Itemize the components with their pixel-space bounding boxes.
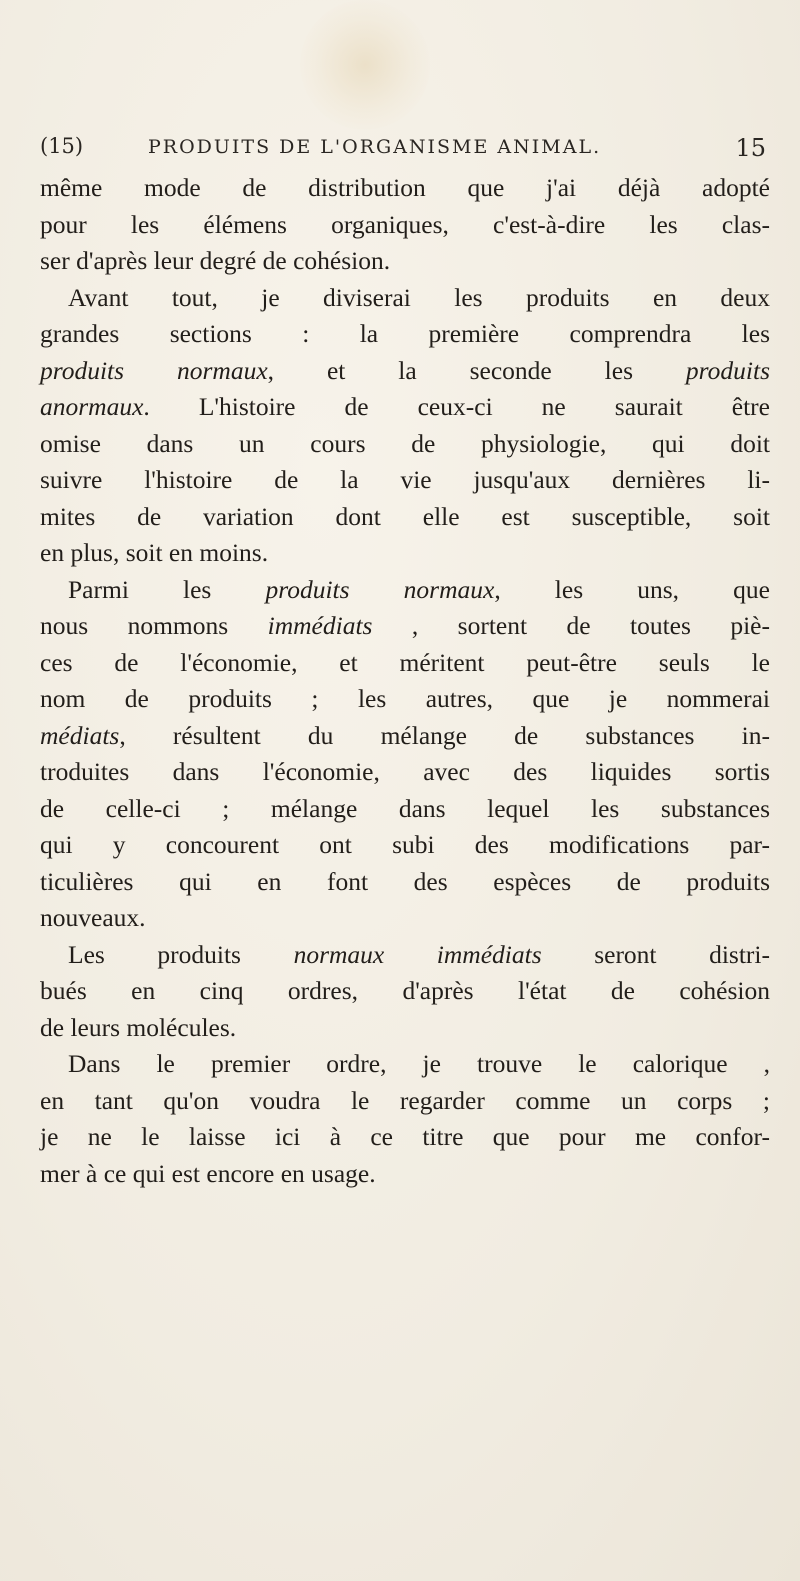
text-segment: . L'histoire de ceux-ci ne saurait être [143, 392, 770, 421]
text-segment: en plus, soit en moins. [40, 538, 269, 567]
running-title: PRODUITS DE L'ORGANISME ANIMAL. [148, 136, 602, 158]
text-segment: mer à ce qui est encore en usage. [40, 1158, 376, 1188]
text-segment: qui y concourent ont subi des modifications par- [40, 830, 770, 859]
text-line [40, 389, 770, 426]
text-line [40, 535, 770, 572]
text-line [40, 207, 770, 244]
italic-text: produits [685, 355, 770, 385]
text-line [40, 973, 770, 1010]
paper-stain [300, 0, 430, 130]
text-line [40, 718, 770, 755]
text-segment: troduites dans l'économie, avec des liquides sortis [40, 757, 770, 786]
text-line [40, 243, 770, 280]
text-segment: grandes sections : la première comprendra les [40, 319, 770, 348]
text-line [40, 1010, 770, 1047]
text-line [40, 280, 770, 317]
text-line [40, 316, 770, 353]
text-segment: nom de produits ; les autres, que je nommerai [40, 684, 770, 713]
text-line [40, 937, 770, 974]
text-segment: , et la seconde les [267, 355, 686, 385]
text-segment: pour les élémens organiques, c'est-à-dire les clas- [40, 209, 770, 239]
text-line [40, 754, 770, 791]
text-segment: , sortent de toutes piè- [372, 611, 770, 640]
text-line [40, 170, 770, 207]
text-line [40, 1046, 770, 1083]
text-line [40, 1156, 770, 1193]
text-segment: suivre l'histoire de la vie jusqu'aux dernières li- [40, 465, 770, 494]
text-line [40, 1083, 770, 1120]
text-segment: Dans le premier ordre, je trouve le calorique , [68, 1049, 770, 1078]
text-segment: de leurs molécules. [40, 1012, 237, 1042]
text-segment: Les produits [68, 939, 294, 969]
text-line [40, 426, 770, 463]
text-line [40, 645, 770, 682]
italic-text: anormaux [40, 392, 144, 421]
text-segment: je ne le laisse ici à ce titre que pour me confor- [40, 1122, 770, 1151]
folio-left: (15) [40, 134, 84, 158]
italic-text: produits normaux [40, 355, 268, 385]
text-line [40, 864, 770, 901]
italic-text: normaux immédiats [293, 939, 542, 969]
italic-text: immédiats [267, 611, 373, 640]
text-segment: ticulières qui en font des espèces de produits [40, 866, 770, 896]
text-segment: en tant qu'on voudra le regarder comme un corps ; [40, 1085, 770, 1115]
text-segment: omise dans un cours de physiologie, qui doit [40, 428, 770, 458]
text-segment: nouveaux. [40, 903, 146, 932]
text-line [40, 499, 770, 536]
text-segment: bués en cinq ordres, d'après l'état de cohésion [40, 976, 770, 1005]
text-segment: ser d'après leur degré de cohésion. [40, 246, 391, 275]
italic-text: produits normaux [265, 574, 495, 604]
text-line [40, 827, 770, 864]
text-segment: seront distri- [541, 939, 771, 969]
text-line [40, 791, 770, 828]
text-line [40, 572, 770, 609]
text-segment: Parmi les [68, 574, 266, 604]
body-text [40, 170, 770, 1192]
text-line [40, 900, 770, 937]
text-line [40, 608, 770, 645]
text-segment: mites de variation dont elle est susceptible, soit [40, 501, 770, 531]
text-segment: de celle-ci ; mélange dans lequel les substances [40, 793, 770, 823]
text-line [40, 681, 770, 718]
text-segment: , résultent du mélange de substances in- [119, 720, 770, 750]
text-segment: nous nommons [40, 611, 268, 640]
folio-right: 15 [735, 134, 766, 162]
page-header [40, 134, 770, 170]
text-segment: ces de l'économie, et méritent peut-être seuls le [40, 647, 770, 677]
italic-text: médiats [40, 720, 120, 750]
text-segment: , les uns, que [494, 574, 770, 604]
text-segment: Avant tout, je diviserai les produits en deux [68, 282, 770, 312]
text-line [40, 353, 770, 390]
text-line [40, 1119, 770, 1156]
text-line [40, 462, 770, 499]
text-segment: même mode de distribution que j'ai déjà adopté [40, 173, 770, 202]
